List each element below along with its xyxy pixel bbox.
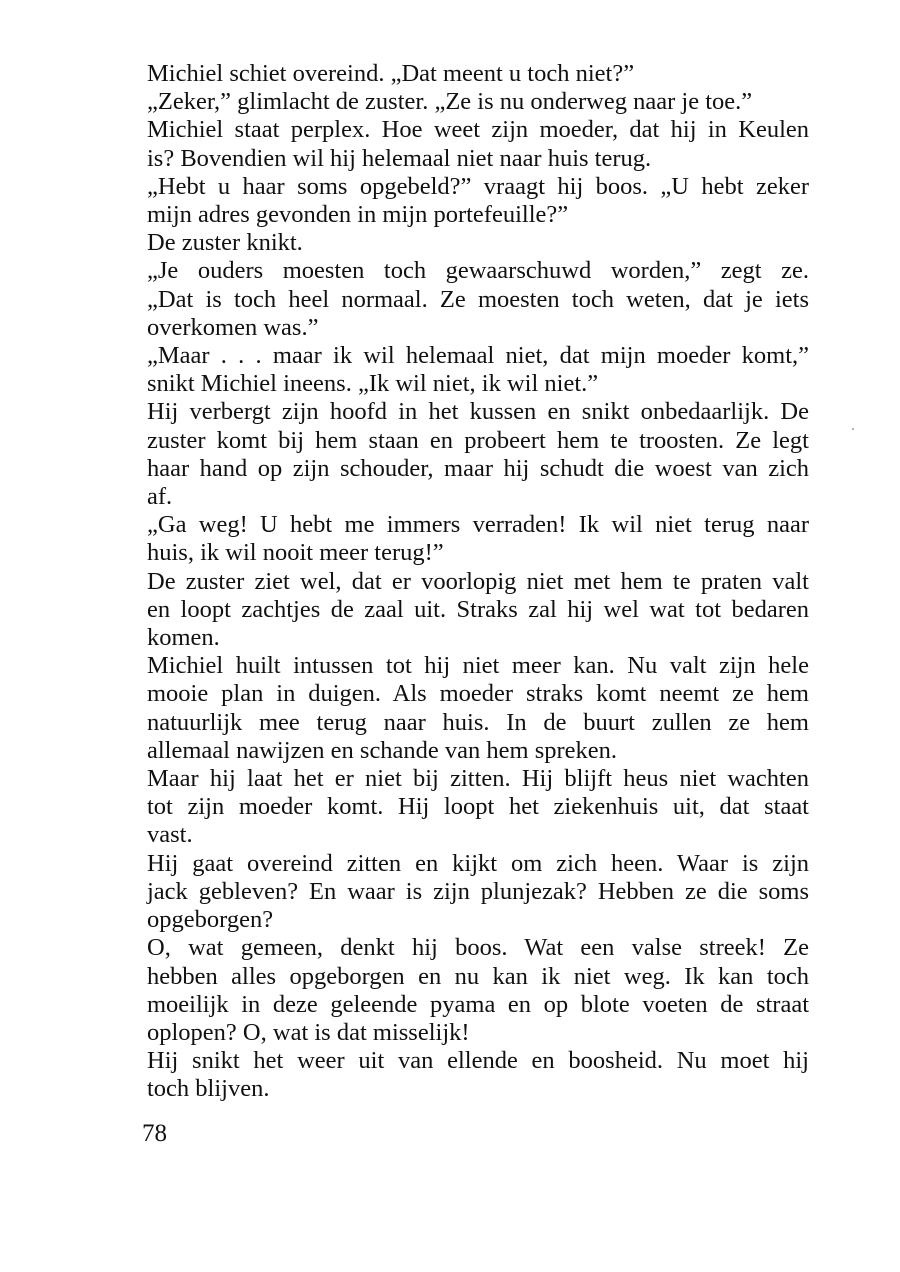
text-line: oplopen? O, wat is dat misselijk! <box>147 1018 470 1046</box>
text-line: allemaal nawijzen en schande van hem spreken. <box>147 736 618 764</box>
text-line: natuurlijk mee terug naar huis. In de buurt zullen ze hem <box>147 708 809 736</box>
text-line: vast. <box>147 821 193 849</box>
text-line: en loopt zachtjes de zaal uit. Straks zal hij wel wat tot bedaren <box>147 595 809 623</box>
page-number: 78 <box>142 1120 167 1147</box>
text-line: O, wat gemeen, denkt hij boos. Wat een valse streek! Ze <box>147 934 809 962</box>
text-line: snikt Michiel ineens. „Ik wil niet, ik wil niet.” <box>147 370 599 398</box>
text-line: mooie plan in duigen. Als moeder straks komt neemt ze hem <box>147 680 809 708</box>
text-line: Michiel staat perplex. Hoe weet zijn moeder, dat hij in Keulen <box>147 116 809 144</box>
text-line: Michiel huilt intussen tot hij niet meer kan. Nu valt zijn hele <box>147 652 809 680</box>
text-line: De zuster ziet wel, dat er voorlopig niet met hem te praten valt <box>147 567 809 595</box>
text-line: Hij snikt het weer uit van ellende en boosheid. Nu moet hij <box>147 1047 809 1075</box>
text-line: komen. <box>147 624 220 652</box>
text-line: mijn adres gevonden in mijn portefeuille?” <box>147 201 569 229</box>
text-line: „Dat is toch heel normaal. Ze moesten toch weten, dat je iets <box>147 285 809 313</box>
text-line: af. <box>147 483 173 511</box>
text-line: haar hand op zijn schouder, maar hij schudt die woest van zich <box>147 454 809 482</box>
text-line: toch blijven. <box>147 1075 270 1103</box>
text-line: De zuster knikt. <box>147 229 303 257</box>
text-line: opgeborgen? <box>147 906 274 934</box>
text-line: „Hebt u haar soms opgebeld?” vraagt hij boos. „U hebt zeker <box>147 172 809 200</box>
text-line: „Zeker,” glimlacht de zuster. „Ze is nu onderweg naar je toe.” <box>147 88 753 116</box>
text-line: is? Bovendien wil hij helemaal niet naar huis terug. <box>147 144 652 172</box>
text-line: „Je ouders moesten toch gewaarschuwd worden,” zegt ze. <box>147 257 809 285</box>
text-line: jack gebleven? En waar is zijn plunjezak? Hebben ze die soms <box>147 877 809 905</box>
text-line: Maar hij laat het er niet bij zitten. Hij blijft heus niet wachten <box>147 765 809 793</box>
scan-speck <box>852 428 854 430</box>
text-line: Hij verbergt zijn hoofd in het kussen en snikt onbedaarlijk. De <box>147 398 809 426</box>
text-line: tot zijn moeder komt. Hij loopt het ziekenhuis uit, dat staat <box>147 793 809 821</box>
text-line: Michiel schiet overeind. „Dat meent u toch niet?” <box>147 60 635 87</box>
text-line: hebben alles opgeborgen en nu kan ik niet weg. Ik kan toch <box>147 962 809 990</box>
text-line: Hij gaat overeind zitten en kijkt om zich heen. Waar is zijn <box>147 849 809 877</box>
text-line: zuster komt bij hem staan en probeert hem te troosten. Ze legt <box>147 426 809 454</box>
text-line: „Ga weg! U hebt me immers verraden! Ik wil niet terug naar <box>147 511 809 539</box>
text-line: „Maar . . . maar ik wil helemaal niet, dat mijn moeder komt,” <box>147 342 809 370</box>
text-line: huis, ik wil nooit meer terug!” <box>147 539 444 567</box>
body-text <box>147 60 809 1104</box>
text-line: overkomen was.” <box>147 313 319 341</box>
text-line: moeilijk in deze geleende pyama en op blote voeten de straat <box>147 990 809 1018</box>
